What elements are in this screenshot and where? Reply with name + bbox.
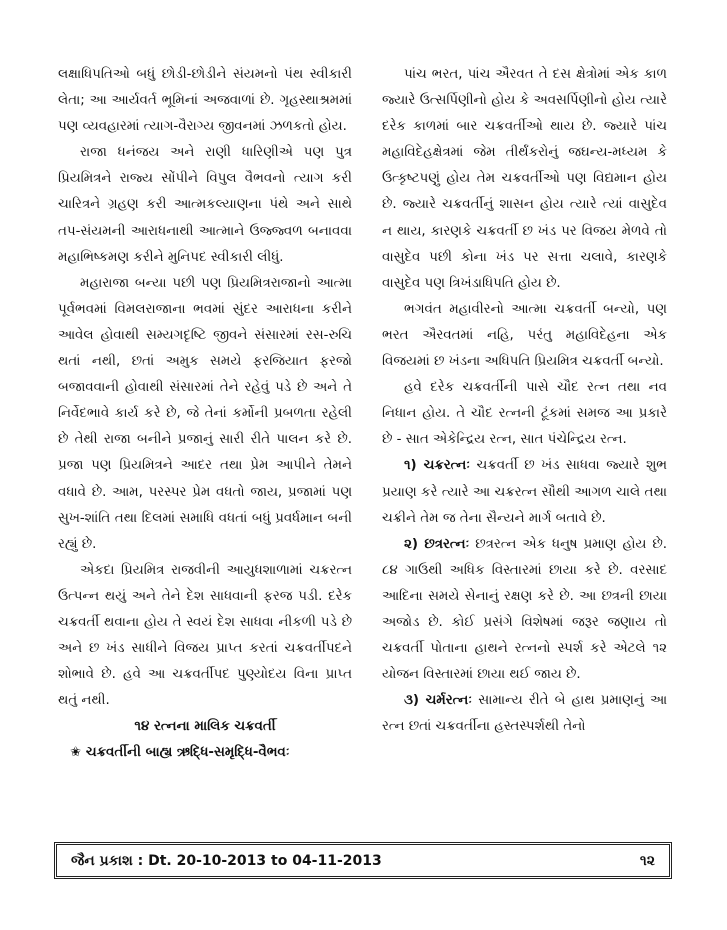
page-footer (54, 842, 672, 879)
ratna-item (382, 688, 667, 740)
paragraph: ભગવંત મહાવીરનો આત્મા ચક્રવર્તી બન્યો, પણ ભરત ઐરવતમાં નહિ, પરંતુ મહાવિદેહના એક વિજયમાં છ ખંડના અધિપતિ પ્રિયમિત્ર ચક્રવર્તી બન્યો. (382, 301, 667, 370)
right-column (382, 62, 667, 740)
left-column (58, 62, 352, 767)
item-text: છત્રરત્ન એક ધનુષ પ્રમાણ હોય છે. ૮૪ ગાઉથી અધિક વિસ્તારમાં છાયા કરે છે. વરસાદ આદિના સમયે સેનાનું રક્ષણ કરે છે. આ છત્રની છાયા અજોડ છે. કોઈ પ્રસંગે વિશેષમાં જરૂર જણાય તો ચક્રવર્તી પોતાના હાથને રત્નનો સ્પર્શ કરે એટલે ૧૨ યોજન વિસ્તારમાં છાયા થઈ જાય છે. (382, 536, 667, 683)
item-heading: ૩) ચર્મરત્નઃ (404, 693, 473, 709)
item-text: સામાન્ય રીતે બે હાથ પ્રમાણનું આ રત્ન છતાં ચક્રવર્તીના હસ્તસ્પર્શથી તેનો (382, 693, 667, 735)
paragraph: હવે દરેક ચક્રવર્તીની પાસે ચૌદ રત્ન તથા નવ નિધાન હોય. તે ચૌદ રત્નની ટૂંકમાં સમજ આ પ્રકારે છે - સાત એકેન્દ્રિય રત્ન, સાત પંચેન્દ્રિય રત્ન. (382, 380, 667, 448)
paragraph: રાજા ધનંજય અને રાણી ધારિણીએ પણ પુત્ર પ્રિયમિત્રને રાજ્ય સોંપીને વિપુલ વૈભવનો ત્યાગ કરી ચારિત્રને ગ્રહણ કરી આત્મકલ્યાણના પંથે અને સાથે તપ-સંયમની આરાધનાથી આત્માને ઉજ્જ્વળ બનાવવા મહાભિષ્કમણ કરીને મુનિપદ સ્વીકારી લીધું. (58, 145, 352, 265)
ratna-item (382, 453, 667, 531)
section-heading: ૧૪ રત્નના માલિક ચક્રવર્તી (134, 719, 276, 735)
footer-publication: જૈન પ્રકાશ : Dt. 20-10-2013 to 04-11-2013 (71, 853, 382, 869)
item-text: ચક્રવર્તી છ ખંડ સાધવા જ્યારે શુભ પ્રયાણ કરે ત્યારે આ ચક્રરત્ન સૌથી આગળ ચાલે તથા ચક્રીને તેમ જ તેના સૈન્યને માર્ગ બતાવે છે. (382, 458, 667, 526)
paragraph: મહારાજા બન્યા પછી પણ પ્રિયમિત્રરાજાનો આત્મા પૂર્વભવમાં વિમલરાજાના ભવમાં સુંદર આરાધના કરીને આવેલ હોવાથી સમ્યગદૃષ્ટિ જીવને સંસારમાં રસ-રુચિ થતાં નથી, છતાં અમુક સમયે ફરજિયાત ફરજો બજાવવાની હોવાથી સંસારમાં તેને રહેવું પડે છે અને તે નિર્વેદભાવે કાર્ય કરે છે, જે તેનાં કર્મોની પ્રબળતા રહેલી છે તેથી રાજા બનીને પ્રજાનું સારી રીતે પાલન કરે છે. પ્રજા પણ પ્રિયમિત્રને આદર તથા પ્રેમ આપીને તેમને વધાવે છે. આમ, પરસ્પર પ્રેમ વધતો જાય, પ્રજામાં પણ સુખ-શાંતિ તથા દિલમાં સમાધિ વધતાં બધું પ્રવર્ધમાન બની રહ્યું છે. (58, 275, 352, 552)
paragraph: પાંચ ભરત, પાંચ ઐરવત તે દસ ક્ષેત્રોમાં એક કાળ જ્યારે ઉત્સર્પિણીનો હોય કે અવસર્પિણીનો હોય ત્યારે દરેક કાળમાં બાર ચક્રવર્તીઓ થાય છે. જ્યારે પાંચ મહાવિદેહક્ષેત્રમાં જેમ તીર્થંકરોનું જઘન્ય-મધ્યમ કે ઉત્કૃષ્ટપણું હોય તેમ ચક્રવર્તીઓ પણ વિદ્યમાન હોય છે. જ્યારે ચક્રવર્તીનું શાસન હોય ત્યારે ત્યાં વાસુદેવ ન થાય, કારણકે ચક્રવર્તી છ ખંડ પર વિજય મેળવે તો વાસુદેવ પછી કોના ખંડ પર સત્તા ચલાવે, કારણકે વાસુદેવ પણ ત્રિખંડાધિપતિ હોય છે. (382, 67, 667, 291)
paragraph: લક્ષાધિપતિઓ બધું છોડી-છોડીને સંયમનો પંથ સ્વીકારી લેતા; આ આર્યવર્ત ભૂમિનાં અજવાળાં છે. ગૃહસ્થાશ્રમમાં પણ વ્યવહારમાં ત્યાગ-વૈરાગ્ય જીવનમાં ઝળકતો હોય. (58, 67, 352, 135)
item-heading: ૨) છત્રરત્નઃ (404, 536, 470, 552)
subsection-heading: ✬ ચક્રવર્તીની બાહ્ય ઋદ્ધિ-સમૃદ્ધિ-વૈભવઃ (70, 745, 290, 761)
footer-page-number: ૧૨ (639, 853, 655, 869)
item-heading: ૧) ચક્રરત્નઃ (404, 458, 471, 474)
paragraph: એકદા પ્રિયમિત્ર રાજવીની આયુધશાળામાં ચક્રરત્ન ઉત્પન્ન થયું અને તેને દેશ સાધવાની ફરજ પડી. દરેક ચક્રવર્તી થવાના હોય તે સ્વયં દેશ સાધવા નીકળી પડે છે અને છ ખંડ સાધીને વિજય પ્રાપ્ત કરતાં ચક્રવર્તીપદને શોભાવે છે. હવે આ ચક્રવર્તીપદ પુણ્યોદય વિના પ્રાપ્ત થતું નથી. (58, 562, 352, 709)
ratna-item (382, 532, 667, 689)
